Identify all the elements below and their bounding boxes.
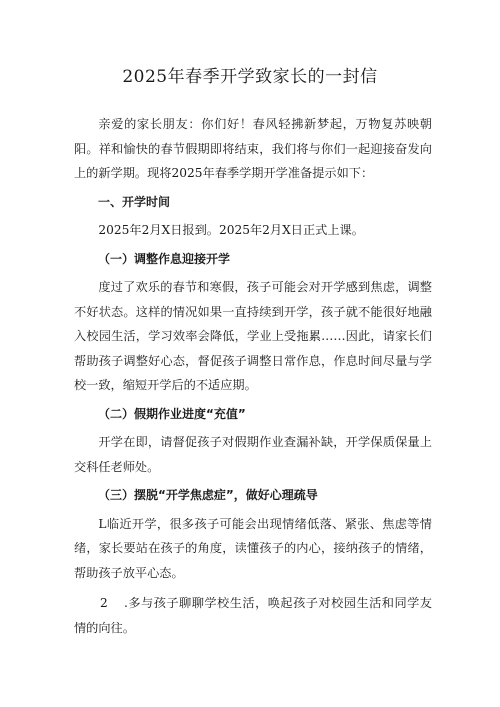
homework-paragraph: 开学在即，请督促孩子对假期作业查漏补缺，开学保质保量上交科任老师处。 [74,435,432,474]
section-heading-opening-time: 一、开学时间 [98,194,171,209]
adjust-schedule-paragraph: 度过了欢乐的春节和寒假，孩子可能会对开学感到焦虑，调整不好状态。这样的情况如果一直持续到开学，孩子就不能很好地融入校园生活，学习效率会降低，学业上受拖累……因此，请家长们帮助孩子调整好心态，督促孩子调整日常作息，作息时间尽量与学校一致，缩短开学后的不适应期。 [74,280,432,392]
document-body [74,112,432,640]
subheading-adjust-schedule: （一）调整作息迎接开学 [98,251,231,266]
document-title: 2025年春季开学致家长的一封信 [122,67,378,87]
subheading-anxiety: （三）摆脱“开学焦虑症”，做好心理疏导 [98,488,318,502]
numbered-item-2 [74,591,432,640]
anxiety-paragraph: L临近开学，很多孩子可能会出现情绪低落、紧张、焦虑等情绪，家长要站在孩子的角度，读懂孩子的内心，接纳孩子的情绪，帮助孩子放平心态。 [74,516,432,580]
item-number: 2 [100,596,108,610]
subheading-homework: （二）假期作业进度“充值” [98,406,246,421]
greeting-paragraph: 亲爱的家长朋友：你们好！春风轻拂新梦起，万物复苏映朝阳。祥和愉快的春节假期即将结束，我们将与你们一起迎接奋发向上的新学期。现将2025年春季学期开学准备提示如下： [74,117,432,180]
opening-time-text: 2025年2月X日报到。2025年2月X日正式上课。 [98,223,364,237]
item-text: .多与孩子聊聊学校生活，唤起孩子对校园生活和同学友情的向往。 [74,596,432,635]
